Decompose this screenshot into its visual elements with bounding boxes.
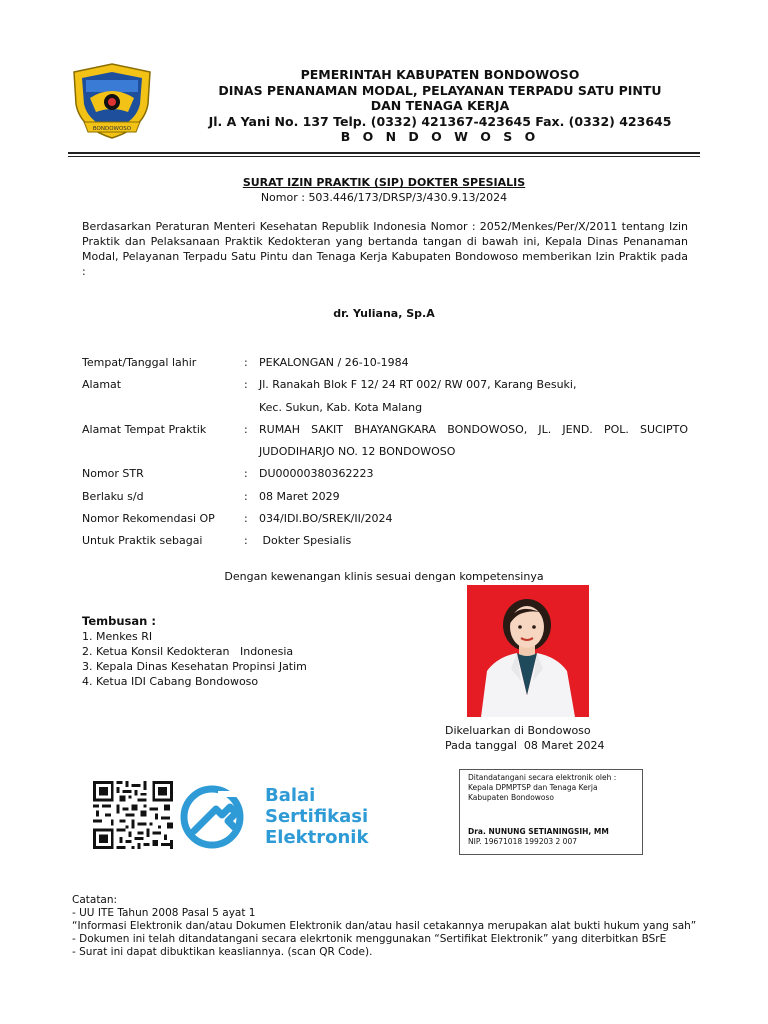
doctor-photo <box>467 585 589 717</box>
field-colon: : <box>244 356 248 369</box>
signature-line: Ditandatangani secara elektronik oleh : <box>468 773 617 782</box>
field-label-address: Alamat <box>82 378 122 391</box>
regency-logo <box>70 62 154 140</box>
bsre-name <box>265 785 368 848</box>
field-value-recommendation: 034/IDI.BO/SREK/II/2024 <box>259 512 393 525</box>
portrait-icon <box>467 585 589 717</box>
recipient-name: dr. Yuliana, Sp.A <box>333 307 435 320</box>
electronic-signature-box <box>459 769 643 855</box>
field-label-valid-until: Berlaku s/d <box>82 490 144 503</box>
field-label-str: Nomor STR <box>82 467 144 480</box>
header-divider <box>68 152 700 154</box>
field-label-practice-address: Alamat Tempat Praktik <box>82 423 207 436</box>
document-title: SURAT IZIN PRAKTIK (SIP) DOKTER SPESIALIS <box>242 176 526 189</box>
field-colon: : <box>244 534 248 547</box>
bsre-name-line: Elektronik <box>265 827 369 848</box>
issued-place: Dikeluarkan di Bondowoso <box>445 724 591 737</box>
signer-nip: NIP. 19671018 199203 2 007 <box>468 837 577 846</box>
document-number: Nomor : 503.446/173/DRSP/3/430.9.13/2024 <box>260 191 508 204</box>
header-city: B O N D O W O S O <box>340 129 540 144</box>
issued-date: Pada tanggal 08 Maret 2024 <box>445 739 605 752</box>
bondowoso-regency-shield-icon <box>70 62 154 140</box>
field-value-valid-until: 08 Maret 2029 <box>259 490 340 503</box>
header-line-agency: DINAS PENANAMAN MODAL, PELAYANAN TERPADU SATU PINTU <box>218 83 662 98</box>
field-value-practice-address-2: JUDODIHARJO NO. 12 BONDOWOSO <box>259 445 456 458</box>
field-colon: : <box>244 467 248 480</box>
header-address: Jl. A Yani No. 137 Telp. (0332) 421367-423645 Fax. (0332) 423645 <box>208 114 672 129</box>
intro-paragraph: Berdasarkan Peraturan Menteri Kesehatan Republik Indonesia Nomor : 2052/Menkes/Per/X/2011 tentang Izin Praktik dan Pelaksanaan Praktik Kedokteran yang bertanda tangan di bawah ini, Kepala Dinas Penanaman Modal, Pelayanan Terpadu Satu Pintu dan Tenaga Kerja Kabupaten Bondowoso memberikan Izin Praktik pada : <box>82 220 688 278</box>
header-divider-thin <box>68 156 700 157</box>
field-value-address-2: Kec. Sukun, Kab. Kota Malang <box>259 401 423 414</box>
field-colon: : <box>244 490 248 503</box>
field-value-str: DU00000380362223 <box>259 467 374 480</box>
field-value-practice-address: RUMAH SAKIT BHAYANGKARA BONDOWOSO, JL. JEND. POL. SUCIPTO <box>259 423 688 436</box>
notes-line: “Informasi Elektronik dan/atau Dokumen Elektronik dan/atau hasil cetakannya merupakan alat bukti hukum yang sah” <box>72 920 697 932</box>
header-line-government: PEMERINTAH KABUPATEN BONDOWOSO <box>300 67 580 82</box>
field-label-birth: Tempat/Tanggal lahir <box>82 356 197 369</box>
notes-line: - UU ITE Tahun 2008 Pasal 5 ayat 1 <box>72 907 256 919</box>
signature-line: Kabupaten Bondowoso <box>468 793 555 802</box>
cc-item: 2. Ketua Konsil Kedokteran Indonesia <box>82 645 294 658</box>
signature-line: Kepala DPMPTSP dan Tenaga Kerja <box>468 783 598 792</box>
header-line-agency-2: DAN TENAGA KERJA <box>370 98 510 113</box>
field-value-birth: PEKALONGAN / 26-10-1984 <box>259 356 409 369</box>
field-colon: : <box>244 378 248 391</box>
field-label-recommendation: Nomor Rekomendasi OP <box>82 512 215 525</box>
signature-spacer <box>468 803 634 827</box>
qr-code-icon <box>90 777 176 853</box>
field-colon: : <box>244 423 248 436</box>
bsre-name-line: Sertifikasi <box>265 806 369 827</box>
notes-title: Catatan: <box>72 894 118 906</box>
signer-name: Dra. NUNUNG SETIANINGSIH, MM <box>468 827 609 836</box>
qr-code[interactable] <box>90 777 176 853</box>
cc-item: 4. Ketua IDI Cabang Bondowoso <box>82 675 259 688</box>
field-label-practice-as: Untuk Praktik sebagai <box>82 534 203 547</box>
bsre-name-line: Balai <box>265 785 316 806</box>
field-colon: : <box>244 512 248 525</box>
field-value-practice-as: Dokter Spesialis <box>259 534 352 547</box>
logo-text: BONDOWOSO <box>92 126 132 132</box>
clinical-authority-note: Dengan kewenangan klinis sesuai dengan kompetensinya <box>224 570 544 583</box>
notes-line: - Surat ini dapat dibuktikan keasliannya. (scan QR Code). <box>72 946 373 958</box>
notes-line: - Dokumen ini telah ditandatangani secara elekrtonik menggunakan “Sertifikat Elektronik” yang diterbitkan BSrE <box>72 933 667 945</box>
field-value-address: Jl. Ranakah Blok F 12/ 24 RT 002/ RW 007, Karang Besuki, <box>259 378 577 391</box>
cc-item: 3. Kepala Dinas Kesehatan Propinsi Jatim <box>82 660 307 673</box>
cc-title: Tembusan : <box>82 614 156 628</box>
cc-item: 1. Menkes RI <box>82 630 153 643</box>
